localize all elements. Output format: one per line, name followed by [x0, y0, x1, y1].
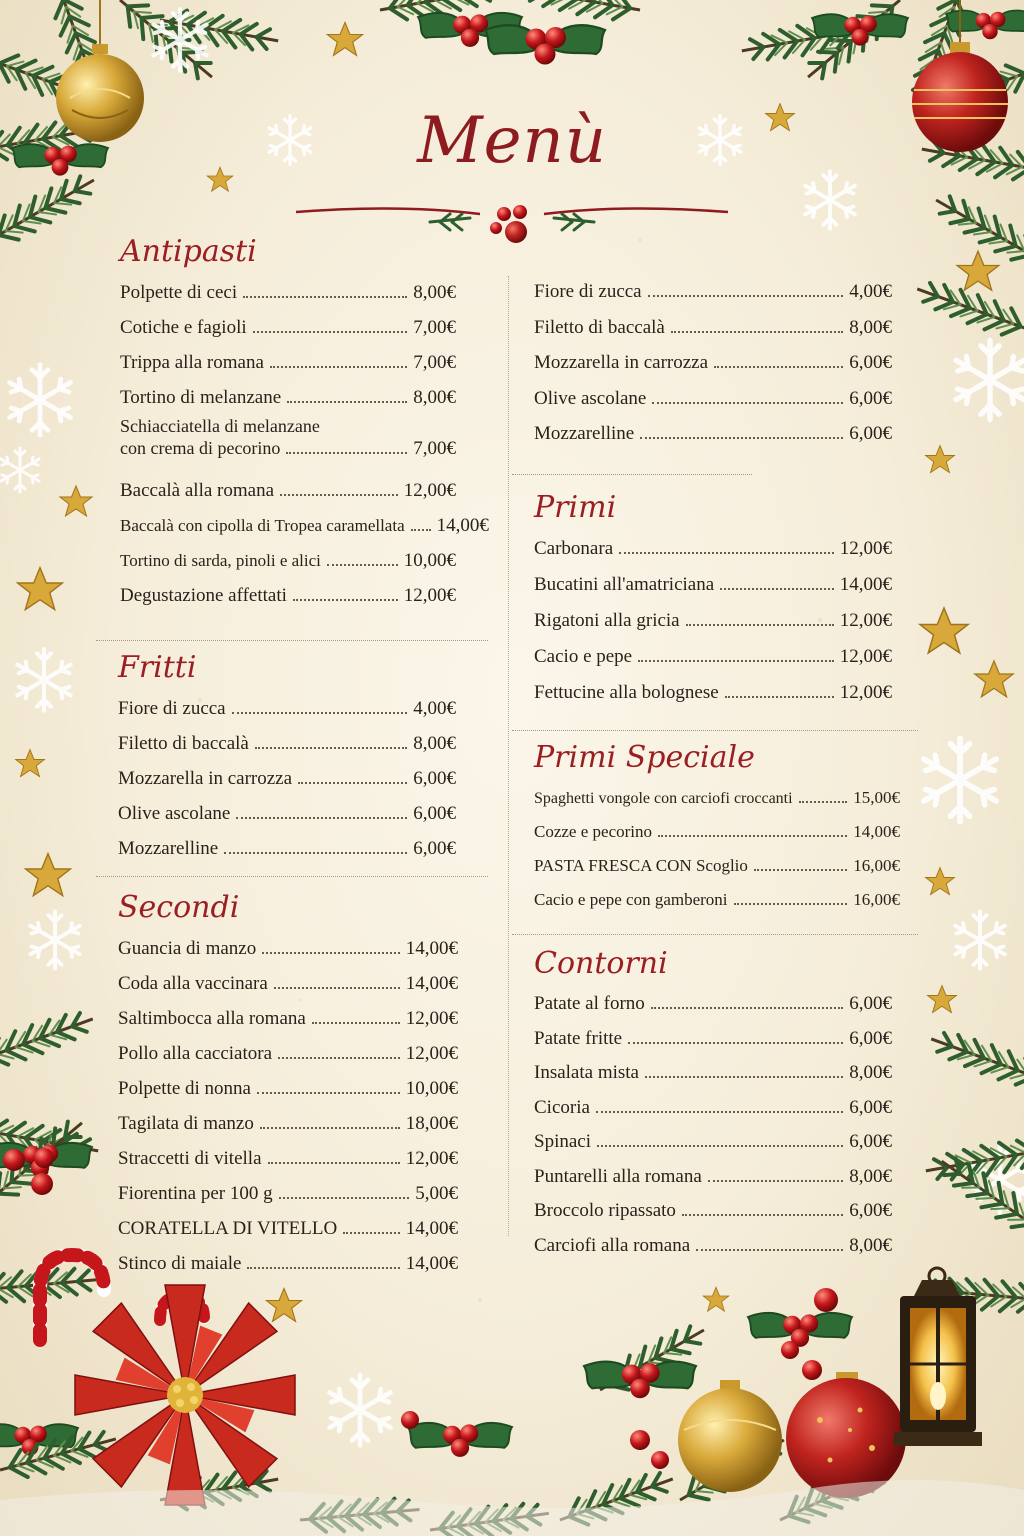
menu-item-name: Saltimbocca alla romana: [118, 1008, 306, 1029]
menu-item: [118, 796, 456, 831]
menu-item: [118, 1106, 458, 1141]
section-antipasti: [120, 234, 489, 613]
menu-item: [118, 966, 458, 1001]
dot-leader: [638, 660, 834, 662]
menu-item-name: Mozzarelline: [118, 838, 219, 859]
menu-item-name: Insalata mista: [534, 1062, 639, 1083]
items-antipasti: [120, 275, 489, 613]
menu-item: [534, 883, 900, 917]
menu-item-name: PASTA FRESCA CON Scoglio: [534, 856, 748, 875]
section-title-fritti: Fritti: [118, 650, 197, 685]
menu-item: [120, 543, 456, 578]
menu-item-price: 5,00€: [415, 1183, 458, 1204]
items-contorni: [534, 987, 892, 1263]
menu-item-name: Polpette di ceci: [120, 282, 238, 303]
menu-item-name: Coda alla vaccinara: [118, 973, 268, 994]
menu-item-price: 7,00€: [413, 438, 456, 459]
menu-item-price: 14,00€: [436, 515, 489, 536]
dot-leader: [279, 1197, 410, 1199]
section-fritti: [118, 650, 456, 866]
menu-item-price: 14,00€: [405, 1253, 458, 1274]
menu-item-price: 18,00€: [405, 1113, 458, 1134]
menu-item: [120, 345, 456, 380]
menu-item-price: 6,00€: [413, 768, 456, 789]
menu-item: [118, 1001, 458, 1036]
dot-leader: [287, 401, 407, 403]
pine-branch-right: [923, 1025, 1024, 1315]
menu-item: [120, 275, 456, 310]
dot-leader: [286, 452, 407, 454]
dot-leader: [280, 494, 398, 496]
menu-item-name: Carciofi alla romana: [534, 1234, 691, 1256]
menu-item-name: Fiorentina per 100 g: [118, 1183, 273, 1204]
section-title-primi-speciale: Primi Speciale: [534, 740, 755, 775]
dot-leader: [640, 437, 843, 439]
menu-item: [118, 1176, 458, 1211]
dot-leader: [312, 1022, 400, 1024]
dot-leader: [596, 1111, 843, 1113]
section-primi: [534, 490, 892, 711]
menu-item-price: 6,00€: [849, 1200, 892, 1221]
menu-item-price: 6,00€: [413, 838, 456, 859]
menu-item-name: Olive ascolane: [534, 387, 647, 409]
menu-item: [118, 1071, 458, 1106]
dot-leader: [343, 1232, 400, 1234]
menu-item-name: Trippa alla romana: [120, 352, 264, 373]
menu-item-price: 6,00€: [849, 423, 892, 444]
items-secondi: [118, 931, 458, 1281]
menu-item-name: Broccolo ripassato: [534, 1200, 676, 1221]
menu-item-price: 6,00€: [849, 993, 892, 1014]
divider-right-2: [512, 730, 918, 731]
dot-leader: [243, 296, 407, 298]
menu-item-name: Puntarelli alla romana: [534, 1165, 702, 1187]
menu-item-price: 12,00€: [405, 1008, 458, 1029]
dot-leader: [247, 1267, 399, 1269]
menu-item: [534, 1125, 892, 1160]
menu-item-name: Cozze e pecorino: [534, 822, 652, 841]
menu-item: [534, 345, 892, 381]
dot-leader: [411, 529, 431, 531]
section-fritti-right: [534, 274, 892, 452]
poinsettia: [75, 1285, 295, 1505]
menu-item: [534, 381, 892, 417]
menu-item: [120, 578, 456, 613]
dot-leader: [648, 295, 844, 297]
menu-item-price: 12,00€: [839, 646, 892, 667]
menu-item: [118, 691, 456, 726]
dot-leader: [725, 696, 834, 698]
dot-leader: [651, 1007, 843, 1009]
menu-item: [120, 508, 489, 543]
items-fritti-right: [534, 274, 892, 452]
menu-item: [120, 380, 456, 415]
menu-item: [534, 675, 892, 711]
menu-item: [534, 603, 892, 639]
menu-item: [118, 726, 456, 761]
dot-leader: [686, 624, 834, 626]
menu-item-name: Polpette di nonna: [118, 1078, 251, 1099]
dot-leader: [628, 1042, 843, 1044]
dot-leader: [645, 1076, 843, 1078]
menu-item: [534, 1056, 892, 1091]
menu-item-name: Schiacciatella di melanzane: [120, 416, 320, 436]
section-title-contorni: Contorni: [534, 946, 668, 981]
dot-leader: [236, 817, 407, 819]
divider-right-3: [512, 934, 918, 935]
dot-leader: [274, 987, 400, 989]
dot-leader: [671, 331, 843, 333]
menu-item-name: Carbonara: [534, 538, 614, 559]
section-title-antipasti: Antipasti: [120, 234, 257, 269]
menu-item: [534, 639, 892, 675]
menu-item-price: 6,00€: [849, 1131, 892, 1152]
menu-item-price: 14,00€: [405, 938, 458, 959]
menu-item-price: 6,00€: [849, 387, 892, 409]
dot-leader: [658, 835, 847, 837]
red-ornament-bottom: [786, 1372, 906, 1498]
menu-item-price: 14,00€: [405, 973, 458, 994]
menu-item-name-line2: con crema di pecorino: [120, 438, 281, 458]
menu-item-price: 16,00€: [853, 856, 900, 875]
menu-item-name: Olive ascolane: [118, 803, 231, 824]
menu-item-name: Cotiche e fagioli: [120, 317, 247, 338]
menu-item-name: Tagilata di manzo: [118, 1113, 254, 1134]
menu-item-name: Baccalà con cipolla di Tropea caramellata: [120, 516, 405, 535]
menu-item-name: Mozzarella in carrozza: [534, 352, 709, 373]
menu-item: [534, 310, 892, 346]
menu-item-name: Bucatini all'amatriciana: [534, 574, 715, 595]
divider-left-2: [96, 876, 488, 877]
dot-leader: [293, 599, 398, 601]
menu-item: [534, 1091, 892, 1126]
menu-item-name: Filetto di baccalà: [118, 733, 249, 754]
menu-item-price: 12,00€: [403, 585, 456, 606]
dot-leader: [224, 852, 407, 854]
menu-item-price: 8,00€: [849, 316, 892, 338]
menu-item-name: Guancia di manzo: [118, 938, 257, 959]
section-secondi: [118, 890, 458, 1281]
menu-item-name: Cicoria: [534, 1096, 590, 1118]
menu-item-name: CORATELLA DI VITELLO: [118, 1218, 338, 1239]
menu-item-name: Fettucine alla bolognese: [534, 682, 719, 703]
divider-left-1: [96, 640, 488, 641]
menu-item-price: 8,00€: [413, 387, 456, 408]
menu-item-price: 8,00€: [413, 282, 456, 303]
menu-item: [534, 987, 892, 1022]
menu-item: [118, 1211, 458, 1246]
dot-leader: [255, 747, 407, 749]
menu-item-price: 8,00€: [849, 1234, 892, 1256]
menu-item-price: 14,00€: [405, 1218, 458, 1239]
menu-item-name: Rigatoni alla gricia: [534, 610, 680, 631]
dot-leader: [327, 564, 398, 566]
menu-item-name: Straccetti di vitella: [118, 1148, 262, 1169]
menu-item-name: Cacio e pepe: [534, 646, 633, 667]
menu-item: [534, 531, 892, 567]
menu-item-price: 12,00€: [403, 480, 456, 501]
menu-item: [534, 1229, 892, 1264]
menu-item: [534, 274, 892, 310]
menu-item-price: 14,00€: [853, 822, 900, 841]
dot-leader: [734, 903, 848, 905]
dot-leader: [619, 552, 834, 554]
menu-item-price: 6,00€: [849, 1096, 892, 1118]
menu-item-name: Mozzarelline: [534, 423, 635, 444]
menu-item-price: 16,00€: [853, 890, 900, 909]
menu-item-name: Spinaci: [534, 1131, 591, 1152]
menu-item-price: 4,00€: [849, 281, 892, 302]
dot-leader: [652, 402, 843, 404]
menu-item-price: 12,00€: [839, 538, 892, 559]
dot-leader: [253, 331, 408, 333]
menu-item-price: 15,00€: [853, 788, 900, 807]
dot-leader: [696, 1249, 843, 1251]
menu-item: [118, 1246, 458, 1281]
page-title: Menù: [417, 104, 607, 178]
section-contorni: [534, 946, 892, 1263]
menu-item-line2: [120, 437, 456, 460]
menu-item: [120, 473, 456, 508]
menu-item-name: Degustazione affettati: [120, 585, 287, 606]
menu-item-name: Cacio e pepe con gamberoni: [534, 890, 728, 909]
menu-item-name: Mozzarella in carrozza: [118, 768, 293, 789]
menu-item-name: Fiore di zucca: [118, 698, 226, 719]
menu-item-name: Tortino di melanzane: [120, 387, 282, 408]
menu-item-price: 12,00€: [405, 1148, 458, 1169]
menu-item-name: Stinco di maiale: [118, 1253, 242, 1274]
menu-item-price: 10,00€: [405, 1078, 458, 1099]
menu-item: [534, 1022, 892, 1057]
menu-item-price: 4,00€: [413, 698, 456, 719]
menu-item: [120, 415, 456, 460]
menu-item: [120, 310, 456, 345]
items-primi-speciale: [534, 781, 900, 917]
dot-leader: [799, 801, 848, 803]
menu-item: [534, 815, 900, 849]
section-primi-speciale: [534, 740, 900, 917]
dot-leader: [232, 712, 408, 714]
dot-leader: [714, 366, 843, 368]
menu-item: [118, 831, 456, 866]
items-fritti: [118, 691, 456, 866]
dot-leader: [257, 1092, 400, 1094]
section-title-secondi: Secondi: [118, 890, 240, 925]
menu-item-price: 6,00€: [849, 1027, 892, 1049]
menu-item-name: Spaghetti vongole con carciofi croccanti: [534, 790, 793, 807]
dot-leader: [260, 1127, 400, 1129]
pine-branch-bottom: [0, 1313, 895, 1536]
menu-item: [534, 849, 900, 883]
section-title-primi: Primi: [534, 490, 617, 525]
menu-item-name: Patate al forno: [534, 993, 645, 1014]
lantern: [894, 1268, 982, 1446]
menu-item-price: 8,00€: [849, 1165, 892, 1187]
dot-leader: [278, 1057, 400, 1059]
menu-item: [534, 781, 900, 815]
menu-item-name: Patate fritte: [534, 1027, 623, 1049]
divider-right-1: [512, 474, 752, 475]
menu-item: [118, 1141, 458, 1176]
menu-item: [534, 1194, 892, 1229]
menu-item-price: 12,00€: [839, 610, 892, 631]
dot-leader: [708, 1180, 843, 1182]
menu-item-price: 8,00€: [413, 733, 456, 754]
menu-item-price: 12,00€: [405, 1043, 458, 1064]
dot-leader: [682, 1214, 843, 1216]
menu-item: [534, 567, 892, 603]
menu-item: [118, 1036, 458, 1071]
menu-item: [118, 931, 458, 966]
menu-item-price: 8,00€: [849, 1062, 892, 1083]
dot-leader: [720, 588, 834, 590]
menu-item: [534, 416, 892, 452]
menu-item-price: 6,00€: [413, 803, 456, 824]
menu-item-name: Tortino di sarda, pinoli e alici: [120, 551, 321, 570]
dot-leader: [270, 366, 407, 368]
dot-leader: [262, 952, 400, 954]
menu-item-price: 6,00€: [849, 352, 892, 373]
menu-item-price: 14,00€: [839, 574, 892, 595]
dot-leader: [597, 1145, 843, 1147]
pine-branch-left: [0, 1005, 101, 1456]
items-primi: [534, 531, 892, 711]
menu-item-price: 10,00€: [403, 550, 456, 571]
menu-item-price: 12,00€: [839, 682, 892, 703]
menu-item: [534, 1160, 892, 1195]
dot-leader: [754, 869, 847, 871]
dot-leader: [268, 1162, 400, 1164]
menu-item-name: Filetto di baccalà: [534, 316, 665, 338]
gold-ornament-bottom: [678, 1380, 782, 1492]
dot-leader: [298, 782, 407, 784]
menu-item-price: 7,00€: [413, 317, 456, 338]
menu-item: [118, 761, 456, 796]
menu-item-name: Pollo alla cacciatora: [118, 1043, 273, 1064]
column-separator: [508, 276, 509, 1236]
menu-item-price: 7,00€: [413, 352, 456, 373]
menu-item-name: Baccalà alla romana: [120, 480, 275, 501]
menu-item-name: Fiore di zucca: [534, 281, 642, 302]
